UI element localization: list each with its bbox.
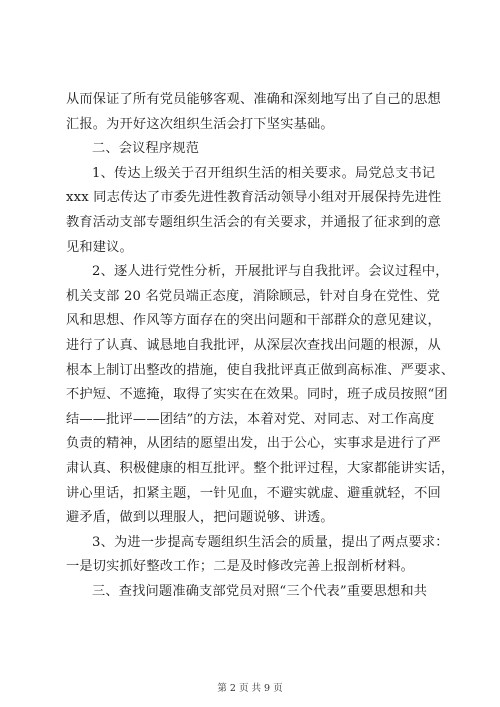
- text-line: 机关支部 20 名党员端正态度，消除顾忌，针对自身在党性、党: [66, 288, 441, 304]
- text-line: 二、会议程序规范: [92, 141, 200, 157]
- text-line: 见和建议。: [66, 239, 133, 255]
- text-line: 风和思想、作风等方面存在的突出问题和干部群众的意见建议，: [66, 313, 441, 329]
- text-line: 从而保证了所有党员能够客观、准确和深刻地写出了自己的思想: [66, 92, 441, 107]
- text-line: 三、查找问题准确支部党员对照“三个代表”重要思想和共: [92, 583, 428, 599]
- text-line: 根本上制订出整改的措施，使自我批评真正做到高标准、严要求、: [66, 362, 455, 378]
- text-line: 一是切实抓好整改工作；二是及时修改完善上报剖析材料。: [66, 559, 415, 575]
- text-line: 肃认真、积极健康的相互批评。整个批评过程，大家都能讲实话，: [66, 460, 455, 476]
- paragraph: [66, 162, 442, 260]
- text-line: 进行了认真、诚恳地自我批评，从深层次查找出问题的根源，从: [66, 337, 441, 353]
- text-line: 3、为进一步提高专题组织生活会的质量，提出了两点要求：: [92, 534, 449, 550]
- paragraph: [66, 531, 449, 580]
- section-heading: [66, 137, 434, 162]
- text-line: 讲心里话，扣紧主题，一针见血，不避实就虚、避重就轻，不回: [66, 485, 441, 501]
- paragraph: [66, 260, 455, 531]
- text-line: 负责的精神，从团结的愿望出发，出于公心，实事求是进行了严: [66, 436, 441, 452]
- text-line: 结——批评——团结”的方法，本着对党、对同志、对工作高度: [66, 411, 435, 427]
- text-line: 2、逐人进行党性分析，开展批评与自我批评。会议过程中，: [92, 264, 449, 280]
- text-line: 不护短、不遮掩，取得了实实在在效果。同时，班子成员按照“团: [66, 387, 448, 403]
- text-line: 1、传达上级关于召开组织生活的相关要求。局党总支书记: [92, 165, 436, 181]
- text-line: xxx 同志传达了市委先进性教育活动领导小组对开展保持先进性: [66, 190, 442, 206]
- text-line: 汇报。为开好这次组织生活会打下坚实基础。: [66, 116, 334, 132]
- text-line: 避矛盾，做到以理服人，把问题说够、讲透。: [66, 510, 334, 526]
- document-body: [66, 88, 455, 604]
- section-heading: [66, 580, 434, 605]
- paragraph: [66, 88, 441, 137]
- text-line: 教育活动支部专题组织生活会的有关要求，并通报了征求到的意: [66, 214, 441, 230]
- page-number-footer: 第 2 页 共 9 页: [217, 683, 283, 694]
